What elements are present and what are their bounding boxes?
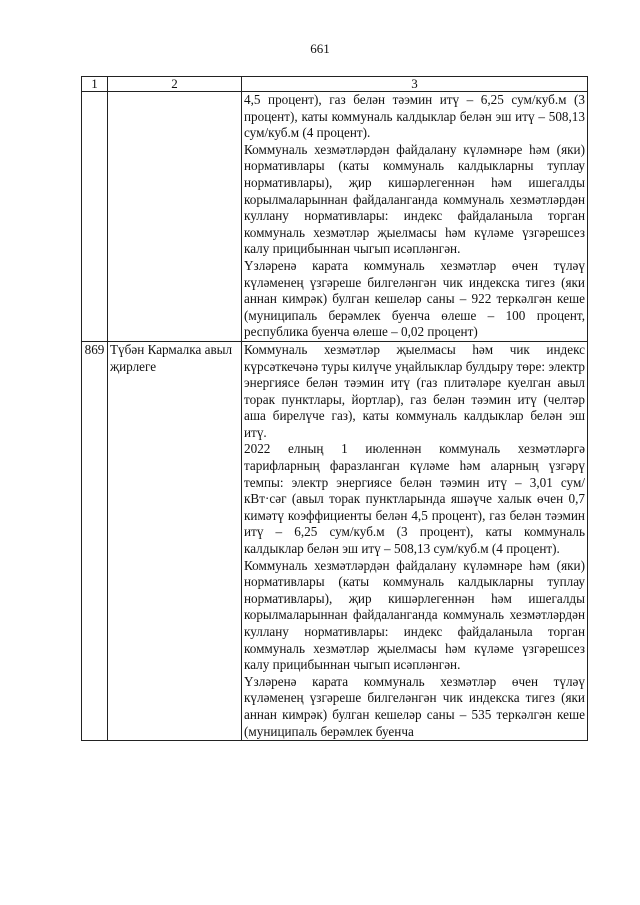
paragraph: 4,5 процент), газ белән тәэмин итү – 6,25 сум/куб.м (3 процент), каты коммуналь калдыклар белән эш итү – 508,13 сум/куб.м (4 процент). xyxy=(244,92,585,141)
table-header-row xyxy=(82,77,588,92)
paragraph: Коммуналь хезмәтләрдән файдалану күләмнәре һәм (яки) нормативлары (каты коммуналь калдыкларны туплау нормативлары), җир кишәрлегеннән һәм ишегалды корылмаларыннан файдаланганда коммуналь хезмәтләрдән куллану нормативлары: индекс файдаланыла торган коммуналь хезмәтләр җыелмасы һәм күләме үзгәрешсез калу прицибыннан чыгып исәпләнгән. xyxy=(244,557,585,673)
page-number: 661 xyxy=(310,41,330,56)
settlement-name xyxy=(108,92,242,342)
header-cell-3: 3 xyxy=(242,77,588,92)
table-row xyxy=(82,92,588,342)
description-cell xyxy=(242,341,588,740)
paragraph: 2022 елның 1 июленнән коммуналь хезмәтләргә тарифларның фаразланган күләме һәм аларның үзгәрү темпы: электр энергиясе белән тәэмин итү – 3,01 сум/кВт·сәг (авыл торак пунктларында яшәүче халык өчен 0,7 кимәтү коэффициенты белән 4,5 процент), газ белән тәэмин итү – 6,25 сум/куб.м (3 процент), каты коммуналь калдыклар белән эш итү – 508,13 сум/куб.м (4 процент). xyxy=(244,441,585,557)
header-cell-2: 2 xyxy=(108,77,242,92)
row-number: 869 xyxy=(82,341,108,740)
description-cell xyxy=(242,92,588,342)
row-number xyxy=(82,92,108,342)
paragraph: Үзләренә карата коммуналь хезмәтләр өчен түләү күләменең үзгәреше билгеләнгән чик индекска тигез (яки аннан кимрәк) булган кешеләр саны – 535 теркәлгән кеше (муниципаль берәмлек буенча xyxy=(244,673,585,739)
paragraph: Коммуналь хезмәтләр җыелмасы һәм чик индекс күрсәткечәнә туры килүче уңайлыклар булдыру төре: электр энергиясе белән тәэмин итү (газ плитәләре куелган авыл торак пунктлары, йортлар), газ белән тәэмин итү (челтәр аша бирелүче газ), каты коммуналь калдыклар белән эш итү. xyxy=(244,341,585,440)
paragraph: Коммуналь хезмәтләрдән файдалану күләмнәре һәм (яки) нормативлары (каты коммуналь калдыкларны туплау нормативлары), җир кишәрлегеннән һәм ишегалды корылмаларыннан файдаланганда коммуналь хезмәтләрдән куллану нормативлары: индекс файдаланыла торган коммуналь хезмәтләр җыелмасы һәм күләме үзгәрешсез калу прицибыннан чыгып исәпләнгән. xyxy=(244,141,585,257)
paragraph: Үзләренә карата коммуналь хезмәтләр өчен түләү күләменең үзгәреше билгеләнгән чик индекска тигез (яки аннан кимрәк) булган кешеләр саны – 922 теркәлгән кеше (муниципаль берәмлек буенча өлеше – 100 процент, республика буенча өлеше – 0,02 процент) xyxy=(244,257,585,340)
header-cell-1: 1 xyxy=(82,77,108,92)
document-table xyxy=(81,76,588,741)
table-row xyxy=(82,341,588,740)
settlement-name: Түбән Кармалка авыл җирлеге xyxy=(108,341,242,740)
